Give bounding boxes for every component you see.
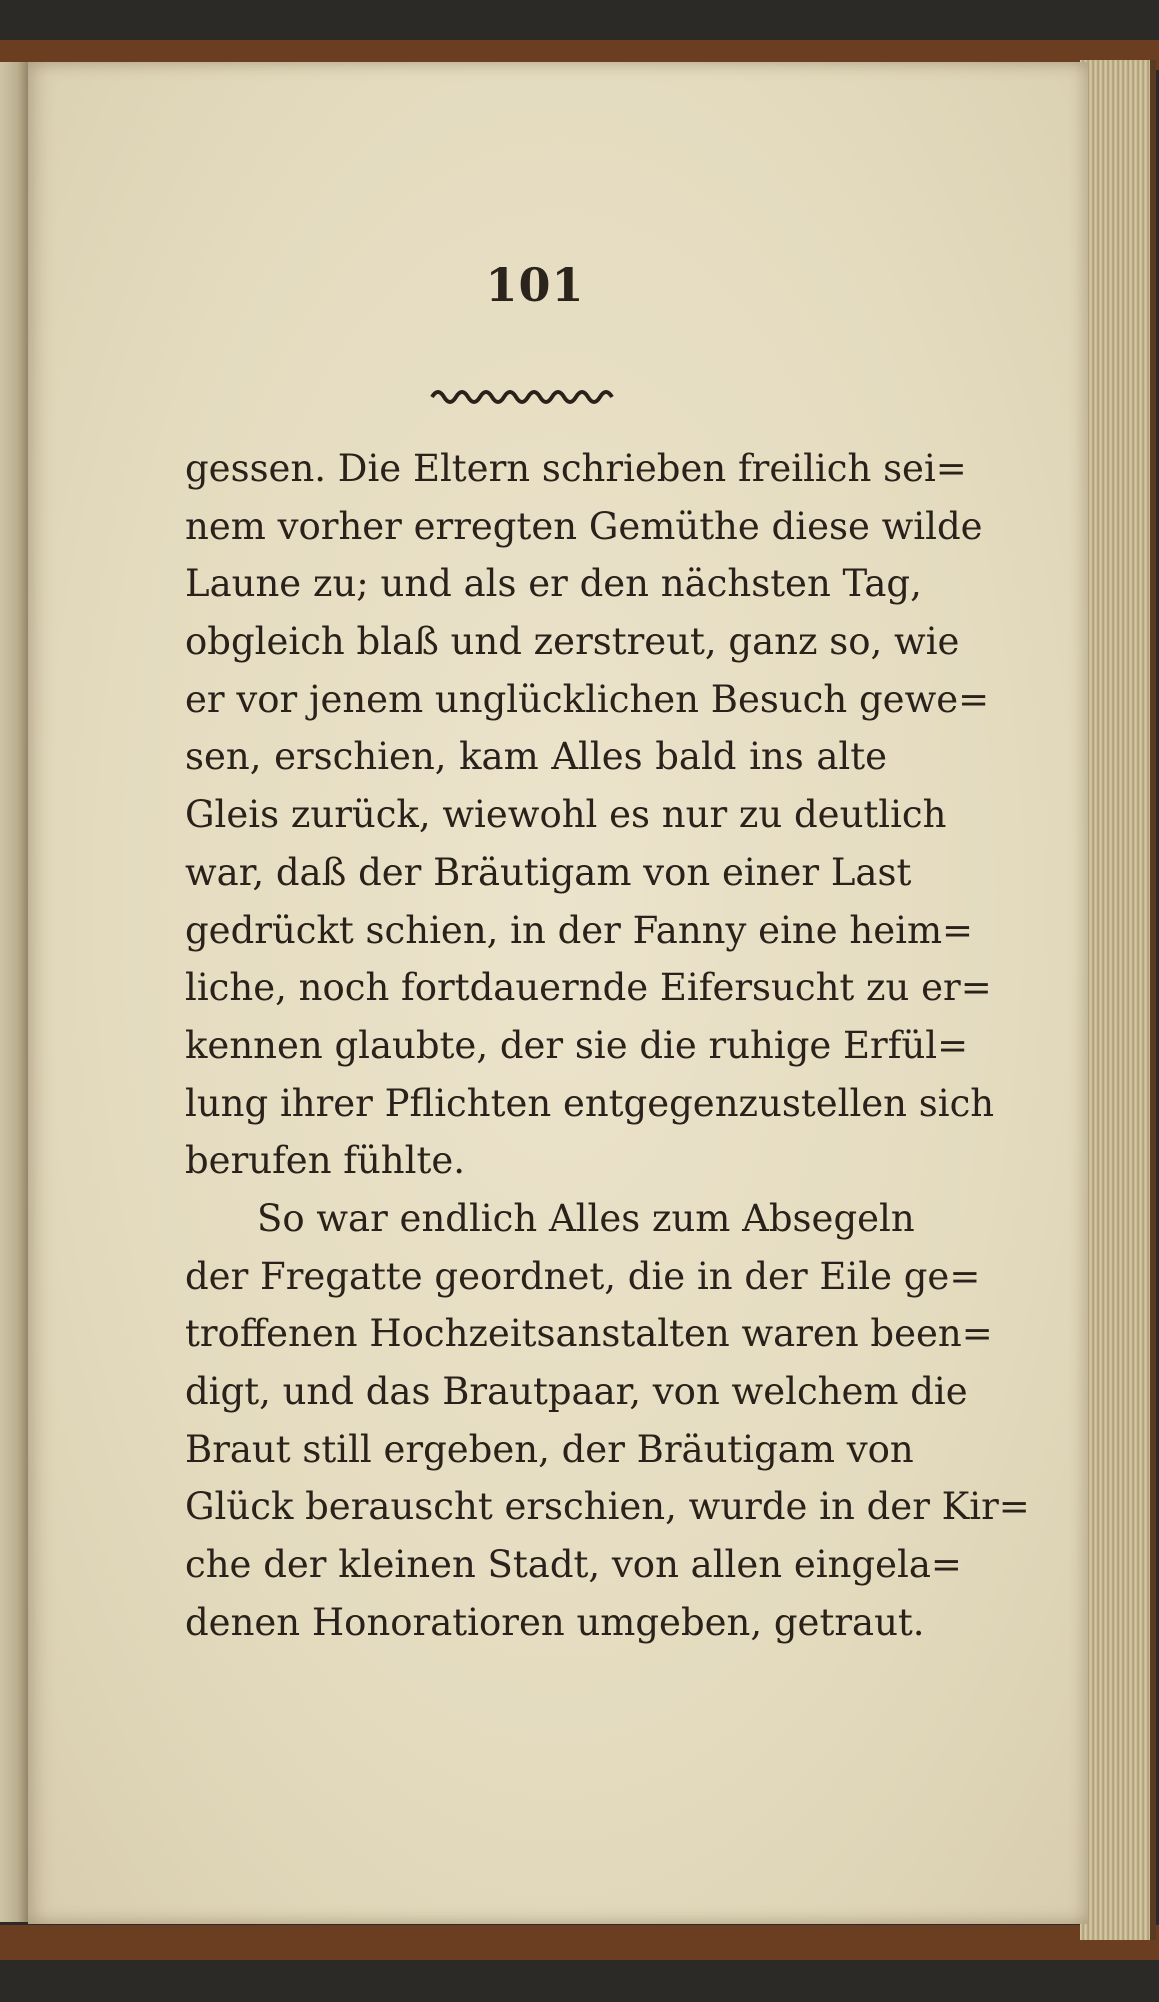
page-edges-stack bbox=[1080, 60, 1156, 1940]
text-line: che der kleinen Stadt, von allen eingela= bbox=[185, 1543, 962, 1587]
paragraph-start-line: So war endlich Alles zum Absegeln bbox=[257, 1196, 915, 1240]
text-line: nem vorher erregten Gemüthe diese wilde bbox=[185, 504, 983, 548]
text-line: troffenen Hochzeitsanstalten waren been= bbox=[185, 1312, 993, 1356]
text-line: der Fregatte geordnet, die in der Eile ge= bbox=[185, 1254, 981, 1298]
wavy-rule-ornament-icon bbox=[430, 385, 620, 407]
gutter-shadow bbox=[0, 62, 30, 1922]
text-line: lung ihrer Pflichten entgegenzustellen sich bbox=[185, 1081, 995, 1125]
page-number: 101 bbox=[485, 258, 585, 312]
text-line: Braut still ergeben, der Bräutigam von bbox=[185, 1427, 914, 1471]
text-line: Gleis zurück, wiewohl es nur zu deutlich bbox=[185, 793, 947, 837]
text-line: kennen glaubte, der sie die ruhige Erfül= bbox=[185, 1023, 969, 1067]
book-cover-bottom-edge bbox=[0, 1925, 1159, 1960]
text-line: Laune zu; und als er den nächsten Tag, bbox=[185, 562, 922, 606]
text-line: gessen. Die Eltern schrieben freilich sei= bbox=[185, 447, 967, 490]
text-line: war, daß der Bräutigam von einer Last bbox=[185, 850, 912, 894]
text-line: Glück berauscht erschien, wurde in der Kir= bbox=[185, 1485, 1030, 1529]
text-line: gedrückt schien, in der Fanny eine heim= bbox=[185, 908, 974, 952]
text-line: obgleich blaß und zerstreut, ganz so, wie bbox=[185, 620, 960, 664]
paragraph-end-line: denen Honoratioren umgeben, getraut. bbox=[185, 1600, 925, 1644]
text-line: er vor jenem unglücklichen Besuch gewe= bbox=[185, 677, 990, 721]
paragraph-end-line: berufen fühlte. bbox=[185, 1139, 465, 1183]
text-line: sen, erschien, kam Alles bald ins alte bbox=[185, 735, 887, 779]
body-text bbox=[185, 440, 1030, 1651]
text-line: liche, noch fortdauernde Eifersucht zu er= bbox=[185, 966, 992, 1010]
text-line: digt, und das Brautpaar, von welchem die bbox=[185, 1370, 968, 1413]
